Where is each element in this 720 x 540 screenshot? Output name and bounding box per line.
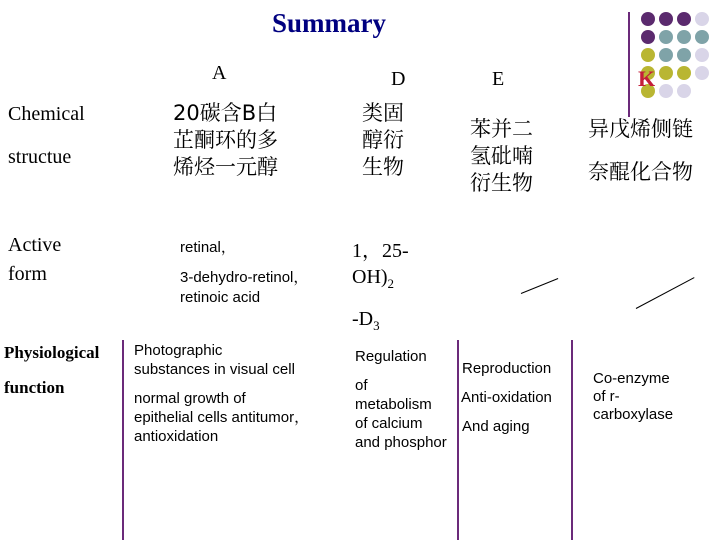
decorative-dot [659, 84, 673, 98]
active-d-line3-text: -D [352, 308, 374, 330]
column-header-e: E [492, 68, 505, 90]
column-header-k: K [638, 66, 656, 91]
function-a1-line: Photographic [134, 342, 223, 359]
chem-d [362, 100, 404, 181]
function-a1 [134, 341, 295, 379]
row-header-chemical: Chemical [8, 103, 85, 125]
function-d-line: Regulation [355, 348, 427, 365]
decorative-dot [677, 12, 691, 26]
function-d-line: and phosphor [355, 434, 447, 451]
decorative-dot [641, 30, 655, 44]
active-d-line2-text: OH) [352, 266, 388, 288]
decorative-dot [659, 12, 673, 26]
row-header-active: Active [8, 234, 62, 256]
decorative-dot [695, 48, 709, 62]
active-a-line: 3-dehydro-retinol， [180, 269, 309, 286]
row-header-structure: structue [8, 146, 72, 168]
active-d-line3-sub: 3 [373, 318, 380, 333]
chem-k-line: 异戊烯侧链 [588, 117, 693, 141]
chem-a-line: 芷酮环的多 [173, 128, 278, 152]
active-a-line: retinal， [180, 239, 236, 256]
empty-cell-slash-k [636, 277, 695, 309]
function-a2 [134, 389, 309, 446]
decorative-dot [641, 12, 655, 26]
decorative-dot [695, 66, 709, 80]
row-header-physiological: Physiological [4, 343, 100, 362]
function-d-line: metabolism [355, 396, 432, 413]
active-d-line2-sub: 2 [387, 276, 395, 291]
slide-title: Summary [272, 8, 386, 38]
row-header-function: function [4, 378, 65, 397]
function-a2-line: normal growth of [134, 390, 246, 407]
chem-a-line: 20碳含B白 [173, 101, 278, 125]
function-d [355, 347, 447, 452]
active-a-line: retinoic acid [180, 289, 261, 306]
decorative-dot [677, 48, 691, 62]
active-d-line2 [352, 266, 394, 292]
divider-line-d-e [457, 340, 459, 540]
function-e1: Reproduction [462, 360, 552, 377]
function-d-line: of calcium [355, 415, 423, 432]
empty-cell-slash-e [521, 278, 558, 294]
function-k-line: carboxylase [593, 406, 674, 423]
chem-k-line: 奈醌化合物 [588, 160, 693, 184]
decorative-dot [641, 48, 655, 62]
decorative-dot [659, 30, 673, 44]
active-a [180, 234, 308, 306]
chem-e [470, 116, 533, 197]
chem-d-line: 类固 [362, 101, 404, 125]
chem-a-line: 烯烃一元醇 [173, 155, 278, 179]
decorative-dot [659, 48, 673, 62]
divider-line-physio [122, 340, 124, 540]
function-a1-line: substances in visual cell [134, 361, 295, 378]
function-a2-line: epithelial cells antitumor， [134, 409, 310, 426]
function-d-line: of [355, 377, 368, 394]
function-a2-line: antioxidation [134, 428, 219, 445]
function-k-line: Co-enzyme [593, 370, 670, 387]
chem-e-line: 苯并二 [470, 117, 533, 141]
chem-e-line: 氢砒喃 [470, 144, 533, 168]
function-e2: Anti-oxidation [461, 389, 552, 406]
function-k-line: of r- [593, 388, 620, 405]
function-k [593, 370, 673, 424]
decorative-dot [677, 84, 691, 98]
decorative-dot [659, 66, 673, 80]
function-e3: And aging [462, 418, 530, 435]
column-header-d: D [391, 68, 406, 90]
divider-line-top [628, 12, 630, 117]
decorative-dot [677, 66, 691, 80]
decorative-dot [677, 30, 691, 44]
chem-d-line: 醇衍 [362, 128, 404, 152]
chem-a [173, 100, 278, 181]
chem-k [588, 108, 693, 194]
active-d-line3 [352, 308, 380, 334]
row-header-form: form [8, 263, 47, 285]
active-d-line1: 1，25- [352, 240, 409, 262]
chem-d-line: 生物 [362, 155, 404, 179]
decorative-dot [695, 12, 709, 26]
decorative-dot [695, 30, 709, 44]
divider-line-e-k [571, 340, 573, 540]
column-header-a: A [212, 62, 227, 84]
chem-e-line: 衍生物 [470, 171, 533, 195]
